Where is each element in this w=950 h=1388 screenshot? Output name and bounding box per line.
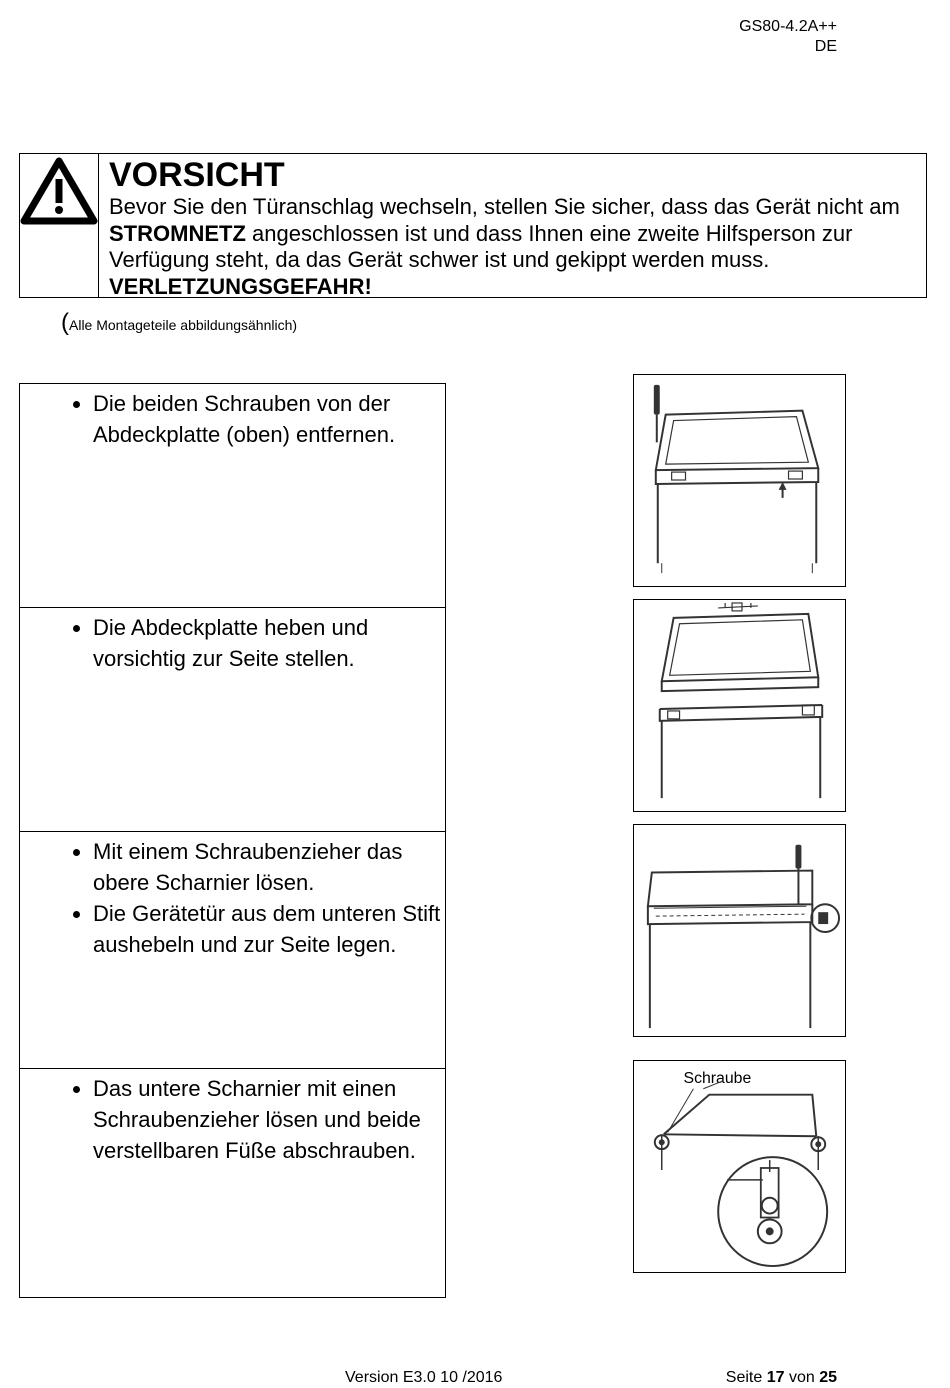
caution-box [19,153,927,298]
page-total: 25 [819,1369,837,1386]
step-cell [20,608,446,832]
assembly-note [61,309,297,337]
caution-danger: VERLETZUNGSGEFAHR! [109,273,372,299]
page-current: 17 [766,1369,785,1386]
step-row [20,832,446,1069]
footer-version: Version E3.0 10 /2016 [345,1369,503,1386]
step-item: • Die beiden Schrauben von der Abdeckplatte (oben) entfernen. [93,388,445,450]
step-cell [20,384,446,608]
fridge-hinge-drawing [634,825,845,1036]
step-list [20,388,445,450]
language-code: DE [814,38,837,55]
page-prefix: Seite [725,1369,767,1386]
fridge-top-cover-drawing [634,375,845,586]
page-mid: von [784,1369,820,1386]
step-cell [20,832,446,1069]
step-cell [20,1069,446,1298]
step-list [20,1073,445,1166]
caution-body [109,194,916,300]
step-item: • Die Abdeckplatte heben und vorsichtig zur Seite stellen. [93,612,445,674]
step-row [20,384,446,608]
caution-title: VORSICHT [109,156,285,194]
caution-text-1: Bevor Sie den Türanschlag wechseln, stellen Sie sicher, dass das Gerät nicht am [109,194,900,219]
caution-stromnetz: STROMNETZ [109,220,246,246]
step-item: • Mit einem Schraubenzieher das obere Scharnier lösen. [93,836,445,898]
caution-text-cell [99,154,926,297]
document-header [739,17,837,57]
steps-table [19,383,446,1298]
figure-remove-screws [633,374,846,587]
figure-lower-hinge [633,1060,846,1273]
step-row [20,1069,446,1298]
warning-icon-cell [20,154,99,297]
note-open-paren: ( [61,309,69,336]
fridge-cover-lifted-drawing [634,600,845,811]
figure-lift-cover [633,599,846,812]
note-text: Alle Montageteile abbildungsähnlich [69,317,293,333]
step-row [20,608,446,832]
fridge-lower-hinge-drawing [634,1061,845,1272]
step-list [20,836,445,960]
footer-page-number [726,1369,837,1387]
step-item: • Die Gerätetür aus dem unteren Stift aushebeln und zur Seite legen. [93,898,445,960]
step-list [20,612,445,674]
schraube-label: Schraube [683,1069,752,1087]
step-item: • Das untere Scharnier mit einen Schraubenzieher lösen und beide verstellbaren Füße abschrauben. [93,1073,445,1166]
caution-text-2: angeschlossen ist und dass Ihnen eine zweite Hilfsperson zur Verfügung steht, da das Gerät schwer ist und gekippt werden muss. [109,220,853,272]
model-number: GS80-4.2A++ [739,18,837,35]
figure-loosen-hinge [633,824,846,1037]
note-close-paren: ) [292,317,298,333]
warning-triangle-icon [20,157,98,227]
